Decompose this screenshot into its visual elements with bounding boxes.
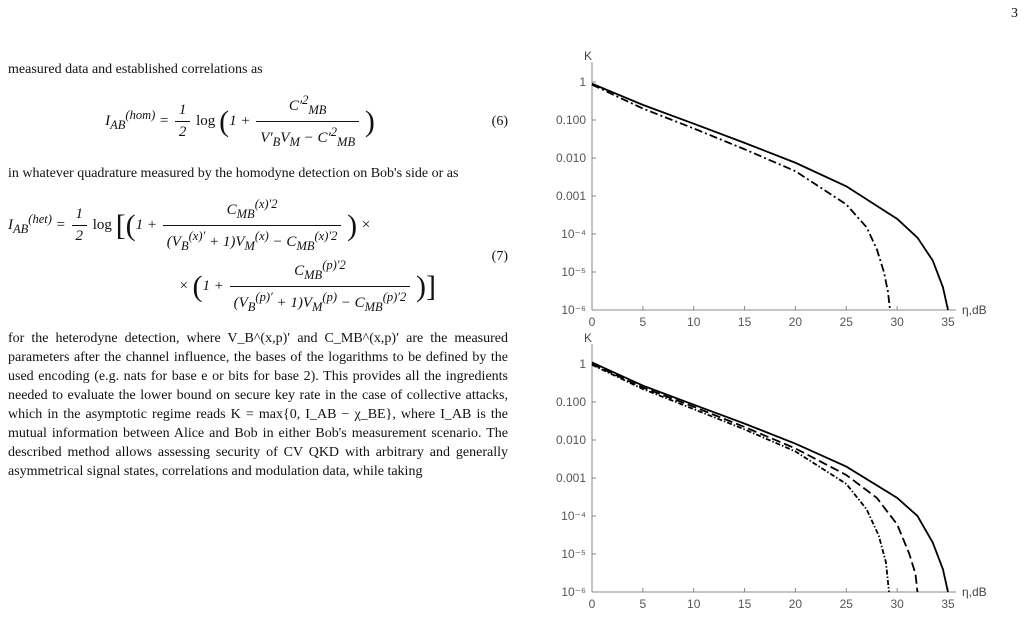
y-tick-label: 10⁻⁶ (561, 585, 586, 599)
series-line-dashed (592, 364, 917, 592)
x-axis-label: η,dB (962, 585, 987, 599)
y-tick-label: 0.001 (555, 189, 586, 203)
key-rate-chart-bottom (540, 330, 1010, 615)
x-tick-label: 0 (588, 315, 596, 329)
x-tick-label: 10 (687, 315, 701, 329)
y-tick-label: 10⁻⁵ (561, 265, 586, 279)
x-tick-label: 25 (839, 315, 853, 329)
page-number: 3 (1011, 6, 1018, 21)
x-tick-label: 20 (788, 597, 803, 611)
paragraph-homodyne: in whatever quadrature measured by the homodyne detection on Bob's side or as (8, 166, 459, 181)
x-tick-label: 30 (890, 597, 904, 611)
x-tick-label: 30 (890, 315, 904, 329)
equation-6-body: $I_{AB}^{(hom)}$ = $\frac{1}{2}$ log (1 + $\frac{C'^2_{MB}}{V'_BV_M - C'^2_{MB}}$ ) (105, 93, 375, 149)
series-line-solid (592, 84, 948, 310)
y-tick-label: 10⁻⁵ (561, 547, 586, 561)
y-tick-label: 10⁻⁴ (561, 509, 586, 523)
equation-6 (8, 91, 508, 152)
x-tick-label: 35 (941, 597, 955, 611)
y-tick-label: 0.010 (555, 433, 586, 447)
series-line-dash-dot (592, 85, 890, 310)
series-line-solid (592, 362, 948, 592)
x-tick-label: 15 (737, 597, 752, 611)
y-tick-label: 0.010 (555, 151, 586, 165)
x-tick-label: 5 (639, 597, 647, 611)
x-tick-label: 15 (737, 315, 752, 329)
x-tick-label: 0 (588, 597, 596, 611)
series-line-dotted-dash (592, 365, 889, 592)
y-tick-label: 10⁻⁶ (561, 303, 586, 317)
equation-7 (8, 195, 508, 317)
equation-6-number: (6) (491, 114, 508, 129)
paragraph-intro: measured data and established correlations as (8, 62, 263, 77)
y-tick-label: 0.100 (555, 395, 586, 409)
y-tick-label: 0.001 (555, 471, 586, 485)
x-axis-label: η,dB (962, 303, 987, 317)
equation-7-body: $I_{AB}^{(het)}$ = $\frac{1}{2}$ log [(1 + $\frac{C_{MB}^{(x)'2}}{(V_B^{(x)'} + 1)V_M^{(x)} - C_{MB}^{(x)'2}}$ ) × × (1 + $\frac{C_{MB}^{(p)'2}}{(V_B^{(p)'} + 1)V_M^{(p)} - C_{MB}^{(p)'2}}$ )] (8, 197, 436, 314)
key-rate-chart-top (540, 48, 1010, 333)
y-axis-label: K (584, 49, 593, 63)
x-tick-label: 25 (839, 597, 853, 611)
y-tick-label: 10⁻⁴ (561, 227, 586, 241)
y-axis-label: K (584, 331, 593, 345)
y-tick-label: 1 (579, 75, 586, 89)
x-tick-label: 35 (941, 315, 955, 329)
left-column (8, 60, 508, 481)
equation-7-number: (7) (491, 248, 508, 264)
paragraph-heterodyne: for the heterodyne detection, where V_B^(x,p)′ and C_MB^(x,p)′ are the measured parameters after the channel influence, the bases of the logarithms to be defined by the used encoding (e.g. nats for base e or bits for base 2). This provides all the ingredients needed to evaluate the lower bound on secure key rate in the case of collective attacks, which in the asymptotic regime reads K = max{0, I_AB − χ_BE}, where I_AB is the mutual information between Alice and Bob in either Bob's measurement scenario. The described method allows assessing security of CV QKD with arbitrary and generally asymmetrical signal states, correlations and modulation data, while taking (8, 331, 508, 479)
y-tick-label: 0.100 (555, 113, 586, 127)
y-tick-label: 1 (579, 357, 586, 371)
x-tick-label: 20 (788, 315, 803, 329)
x-tick-label: 5 (639, 315, 647, 329)
x-tick-label: 10 (687, 597, 701, 611)
